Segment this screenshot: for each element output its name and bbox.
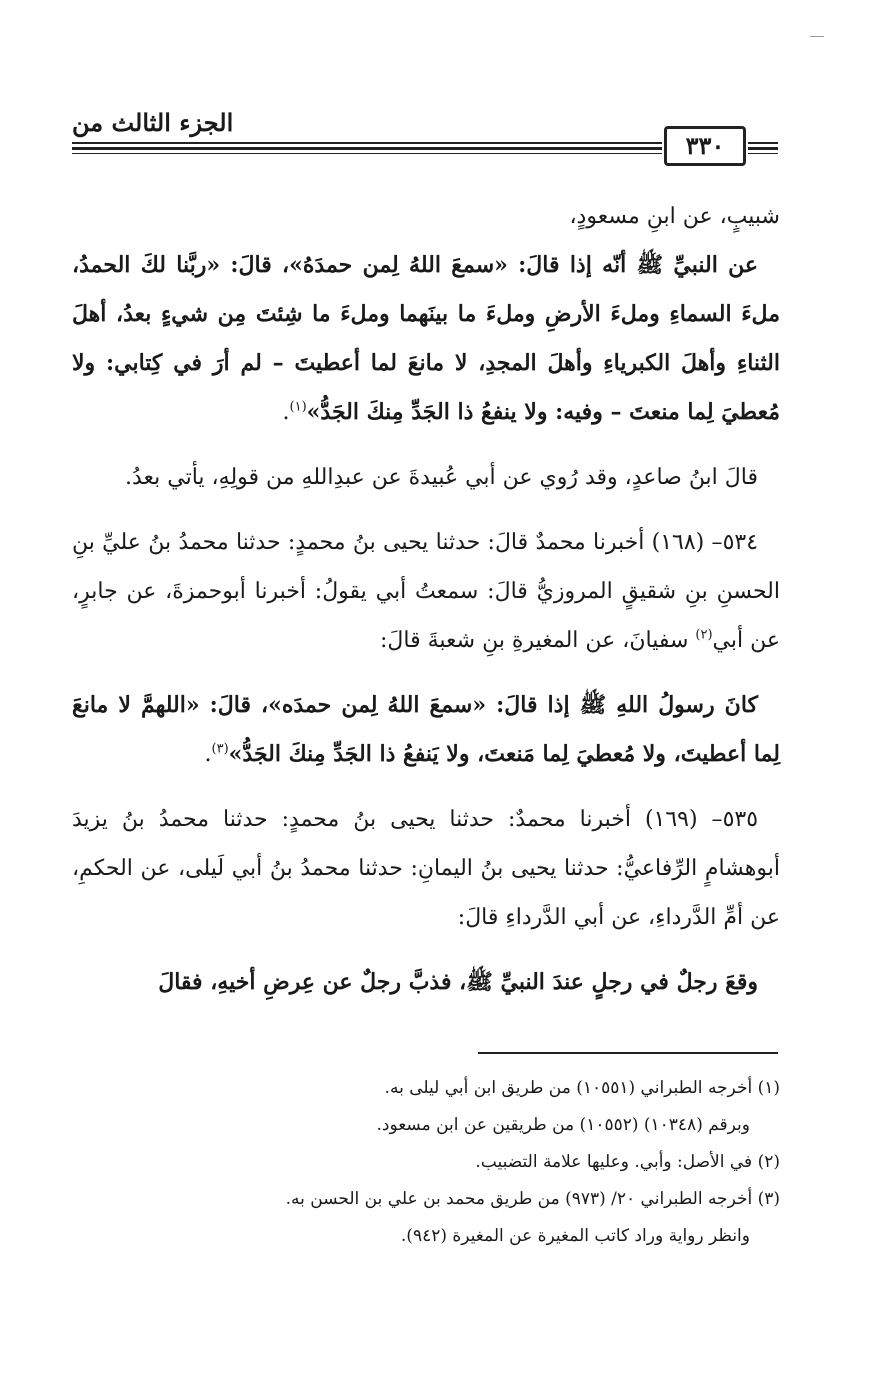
footnote-ref: (٣): [211, 741, 229, 757]
text: عن النبيِّ ﷺ أنّه إذا قالَ: «سمعَ اللهُ لِمن حمدَهُ»، قالَ: «ربَّنا لكَ الحمدُ، ملءَ السماءِ وملءَ الأرضِ وملءَ ما بينَهما وملءَ ما شِئتَ مِن شيءٍ بعدُ، أهلَ الثناءِ وأهلَ الكبرياءِ وأهلَ المجدِ، لا مانعَ لما أعطيتَ – لم أرَ في كِتابي: ولا مُعطيَ لِما منعتَ – وفيه: ولا ينفعُ ذا الجَدِّ مِنكَ الجَدُّ»: [72, 252, 780, 425]
footnote: وبرقم (١٠٣٤٨) (١٠٥٥٢) من طريقين عن ابن مسعود.: [376, 1115, 750, 1135]
scan-mark: [810, 36, 824, 37]
footnote: (١) أخرجه الطبراني (١٠٥٥١) من طريق ابن أبي ليلى به.: [384, 1078, 780, 1098]
paragraph: [72, 453, 780, 502]
page-header: [72, 104, 780, 174]
footnote-separator: [478, 1052, 778, 1054]
header-rule: [72, 142, 662, 144]
header-rule: [72, 147, 662, 150]
main-text: [72, 192, 780, 1007]
header-rule: [72, 153, 662, 154]
text: كانَ رسولُ اللهِ ﷺ إذا قالَ: «سمعَ اللهُ لِمن حمدَه»، قالَ: «اللهمَّ لا مانعَ لِما أعطيتَ، ولا مُعطيَ لِما مَنعتَ، ولا يَنفعُ ذا الجَدِّ مِنكَ الجَدُّ»: [72, 692, 780, 767]
text: قالَ ابنُ صاعدٍ، وقد رُوي عن أبي عُبيدةَ عن عبدِاللهِ من قولِهِ، يأتي بعدُ.: [125, 465, 758, 490]
text: ٥٣٥– (١٦٩) أخبرنا محمدٌ: حدثنا يحيى بنُ محمدٍ: حدثنا محمدُ بنُ يزيدَ أبوهشامٍ الرِّفاعيُّ: حدثنا يحيى بنُ اليمانِ: حدثنا محمدُ بنُ أبي لَيلى، عن الحكمِ، عن أمِّ الدَّرداءِ، عن أبي الدَّرداءِ قالَ:: [72, 807, 780, 930]
paragraph: [72, 192, 780, 241]
hadith-matn: [72, 958, 780, 1007]
hadith-matn: كانَ رسولُ اللهِ ﷺ إذا قالَ: «سمعَ اللهُ لِمن حمدَه»، قالَ: «اللهمَّ لا مانعَ لِما أعطيتَ، ولا مُعطيَ لِما مَنعتَ، ولا يَنفعُ ذا الجَدِّ مِنكَ الجَدُّ»$^{(٣)}$.: [72, 692, 780, 767]
header-rule: [748, 153, 778, 154]
hadith-isnad: [72, 518, 780, 665]
text: سفيانَ، عن المغيرةِ بنِ شعبةَ قالَ:: [379, 628, 696, 653]
text: ٥٣٤– (١٦٨) أخبرنا محمدٌ قالَ: حدثنا يحيى بنُ محمدٍ: حدثنا محمدُ بنُ عليِّ بنِ الحسنِ بنِ شقيقٍ المروزيُّ قالَ: سمعتُ أبي يقولُ: أخبرنا أبوحمزةَ، عن جابرٍ، عن أبي: [72, 530, 780, 653]
footnote: (٣) أخرجه الطبراني ٢٠/ (٩٧٣) من طريق محمد بن علي بن الحسن به.: [285, 1189, 780, 1209]
footnote-ref: (١): [289, 399, 307, 415]
running-title: الجزء الثالث من: [72, 108, 234, 137]
footnote: (٢) في الأصل: وأبي. وعليها علامة التضبيب.: [475, 1152, 780, 1172]
header-rule: [748, 142, 778, 144]
text: شبيبٍ، عن ابنِ مسعودٍ،: [569, 204, 780, 229]
header-rule: [748, 147, 778, 150]
footnote: وانظر رواية وراد كاتب المغيرة عن المغيرة (٩٤٢).: [400, 1226, 750, 1246]
text: وقعَ رجلٌ في رجلٍ عندَ النبيِّ ﷺ، فذبَّ رجلٌ عن عِرضِ أخيهِ، فقالَ: [158, 969, 758, 995]
footnote-ref: (٢): [695, 627, 713, 643]
footnotes: [72, 1070, 780, 1255]
page-number: ٣٣٠: [664, 126, 746, 166]
hadith-isnad: [72, 795, 780, 942]
hadith-matn: عن النبيِّ ﷺ أنّه إذا قالَ: «سمعَ اللهُ لِمن حمدَهُ»، قالَ: «ربَّنا لكَ الحمدُ، ملءَ السماءِ وملءَ الأرضِ وملءَ ما بينَهما وملءَ ما شِئتَ مِن شيءٍ بعدُ، أهلَ الثناءِ وأهلَ الكبرياءِ وأهلَ المجدِ، لا مانعَ لما أعطيتَ – لم أرَ في كِتابي: ولا مُعطيَ لِما منعتَ – وفيه: ولا ينفعُ ذا الجَدِّ مِنكَ الجَدُّ»$^{(١)}$.: [72, 252, 780, 425]
